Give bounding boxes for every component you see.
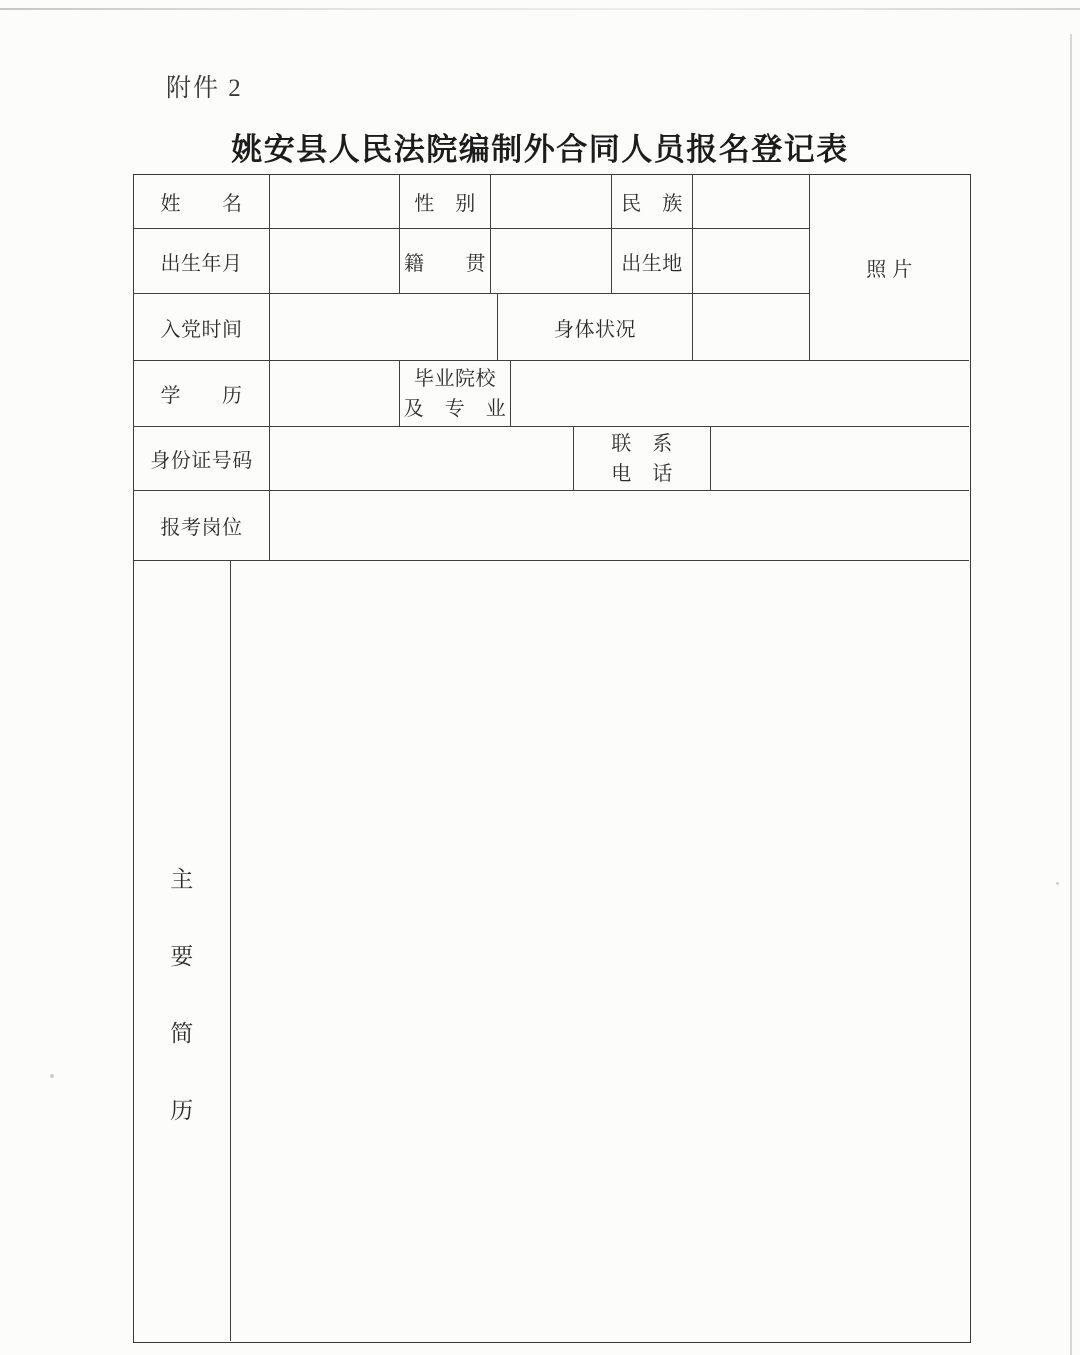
resume-label-char: 要 [170, 944, 194, 969]
phone-label-cell [574, 427, 711, 491]
gender-label-cell: 性 别 [400, 175, 491, 229]
scan-artifact-speck [50, 1074, 54, 1078]
photo-cell: 照 片 [810, 175, 969, 361]
phone-label-line1: 联 系 [611, 432, 673, 455]
health-label-cell: 身体状况 [498, 294, 693, 361]
id-number-label-cell: 身份证号码 [134, 427, 270, 491]
birth-place-label-cell: 出生地 [612, 229, 693, 294]
birth-date-value-cell [270, 229, 400, 294]
birth-date-label-cell: 出生年月 [134, 229, 270, 294]
native-place-label-cell: 籍 贯 [400, 229, 491, 294]
scan-artifact-top-edge [0, 8, 1080, 10]
position-value-cell [270, 491, 969, 561]
school-major-label-cell [400, 361, 511, 427]
resume-label-cell [134, 561, 231, 1341]
name-value-cell [270, 175, 400, 229]
scan-artifact-speck [1056, 882, 1059, 885]
attachment-label: 附件 2 [166, 75, 243, 102]
native-place-value-cell [491, 229, 612, 294]
gender-value-cell [491, 175, 612, 229]
resume-content-cell [231, 561, 969, 1341]
school-major-value-cell [511, 361, 969, 427]
form-title: 姚安县人民法院编制外合同人员报名登记表 [231, 132, 849, 167]
health-value-cell [693, 294, 810, 361]
resume-label-char: 主 [170, 867, 194, 892]
phone-label-line2: 电 话 [611, 462, 673, 485]
ethnicity-label-cell: 民 族 [612, 175, 693, 229]
position-label-cell: 报考岗位 [134, 491, 270, 561]
party-join-label-cell: 入党时间 [134, 294, 270, 361]
id-number-value-cell [270, 427, 574, 491]
education-label-cell: 学 历 [134, 361, 270, 427]
scan-artifact-page-edge [1070, 34, 1072, 1355]
birth-place-value-cell [693, 229, 810, 294]
phone-value-cell [711, 427, 969, 491]
name-label-cell: 姓 名 [134, 175, 270, 229]
resume-label-char: 简 [170, 1021, 194, 1046]
registration-form-table [133, 174, 971, 1343]
education-value-cell [270, 361, 400, 427]
party-join-value-cell [270, 294, 498, 361]
school-label-line1: 毕业院校 [414, 367, 496, 390]
ethnicity-value-cell [693, 175, 810, 229]
resume-label-char: 历 [170, 1098, 194, 1123]
school-label-line2: 及 专 业 [403, 397, 507, 420]
